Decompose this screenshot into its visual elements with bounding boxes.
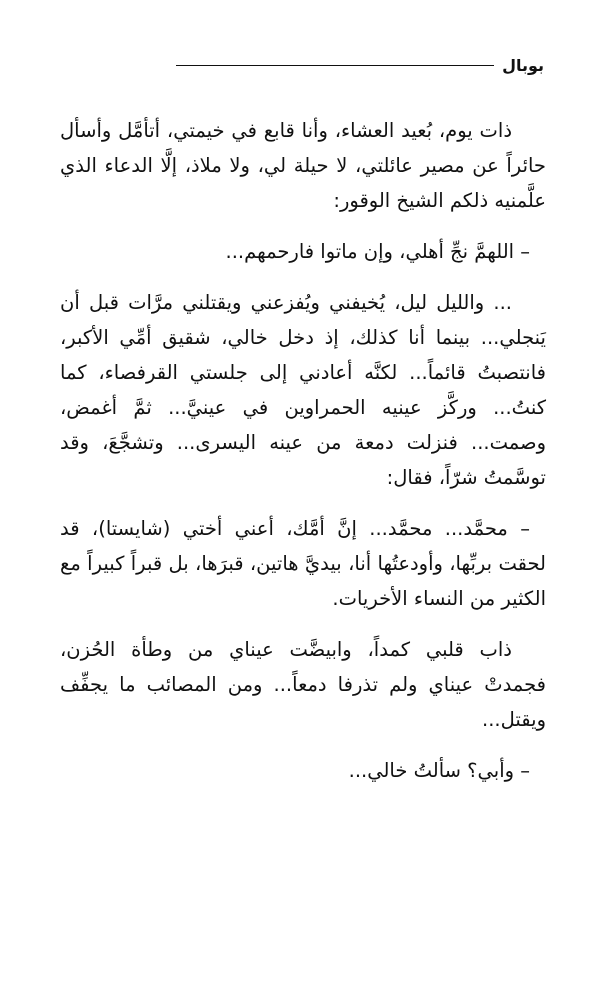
running-header	[62, 54, 544, 76]
header-rule	[176, 65, 494, 66]
dialogue-line: – اللهمَّ نجِّ أهلي، وإن ماتوا فارحمهم...	[225, 240, 530, 263]
paragraph: ... والليل ليل، يُخيفني ويُفزعني ويقتلني مرَّات قبل أن يَنجلي... بينما أنا كذلك، إذ دخل خالي، شقيق أمِّي الأكبر، فانتصبتُ قائماً... لكنَّه أعادني إلى جلستي القرفصاء، كما كنتُ... وركَّز عينيه الحمراوين في عينيَّ... ثمَّ أغمض، وصمت... فنزلت دمعة من عينه اليسرى... وتشجَّعَ، وقد توسَّمتُ شرّاً، فقال:	[60, 291, 546, 489]
dialogue-line: – وأبي؟ سألتُ خالي...	[348, 759, 530, 782]
running-header-title: بوبال	[502, 55, 544, 75]
paragraph: ذات يوم، بُعيد العشاء، وأنا قابع في خيمتي، أتأمَّل وأسأل حائراً عن مصير عائلتي، لا حيلة لي، ولا ملاذ، إلَّا الدعاء الذي علَّمنيه ذلكم الشيخ الوقور:	[60, 119, 546, 212]
paragraph: ذاب قلبي كمداً، وابيضَّت عيناي من وطأة الحُزن، فجمدتْ عيناي ولم تذرفا دمعاً... ومن المصائب ما يجفِّف ويقتل...	[60, 638, 546, 731]
body-text	[60, 113, 546, 788]
dialogue-line: – محمَّد... محمَّد... إنَّ أمَّك، أعني أختي (شايستا)، قد لحقت بربِّها، وأودعتُها أنا، بيديَّ هاتين، قبرَها، بل قبراً كبيراً مع الكثير من النساء الأخريات.	[60, 517, 546, 610]
